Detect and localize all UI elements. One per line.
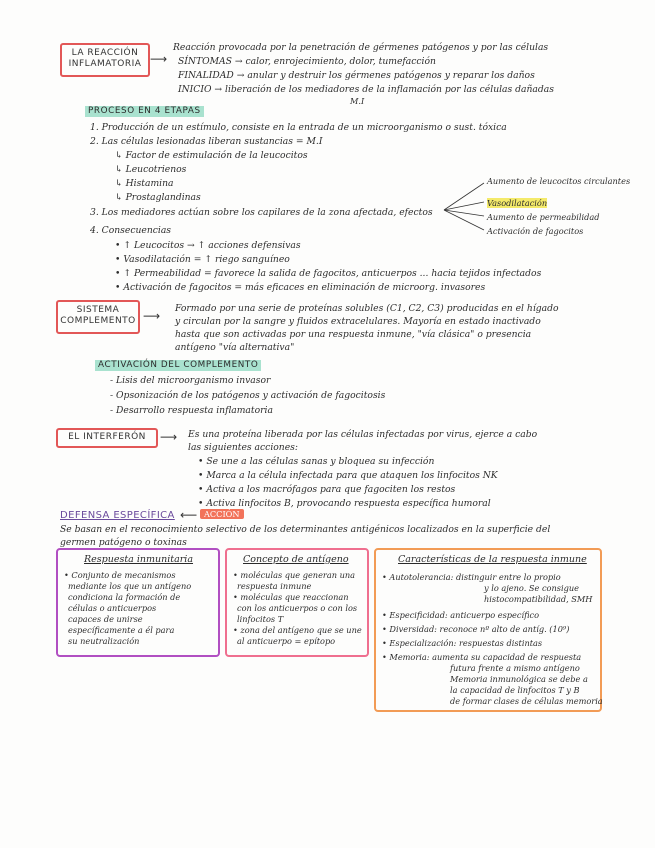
- caracteristicas-card-title: Características de la respuesta inmune: [398, 554, 587, 565]
- caracteristicas-line: • Especificidad: anticuerpo específico: [382, 610, 540, 620]
- respuesta-line: mediante los que un antígeno: [68, 581, 192, 591]
- concepto-line: • moléculas que reaccionan: [233, 592, 349, 602]
- interferon-action: • Activa linfocitos B, provocando respuesta específica humoral: [198, 498, 491, 509]
- complemento-line: y circulan por la sangre y fluidos extracelulares. Mayoría en estado inactivado: [175, 316, 541, 327]
- caracteristicas-card: [374, 548, 602, 712]
- complemento-line: hasta que son activadas por una respuesta inmune, "vía clásica" o presencia: [175, 329, 532, 340]
- respuesta-line: condiciona la formación de: [68, 592, 181, 602]
- interferon-line: Es una proteína liberada por las células infectadas por virus, ejerce a cabo: [188, 429, 538, 440]
- inflamatoria-definition: Reacción provocada por la penetración de gérmenes patógenos y por las células: [173, 42, 549, 53]
- concepto-line: • moléculas que generan una: [233, 570, 356, 580]
- concepto-card: [225, 548, 369, 657]
- inflamatoria-sintomas: SÍNTOMAS → calor, enrojecimiento, dolor, tumefacción: [178, 56, 436, 67]
- proceso-step2-item: ↳ Histamina: [115, 178, 174, 189]
- interferon-title: EL INTERFERÓN: [68, 432, 146, 442]
- sistema-complemento-title: SISTEMA COMPLEMENTO: [60, 305, 136, 326]
- interferon-action: • Marca a la célula infectada para que ataquen los linfocitos NK: [198, 470, 498, 481]
- effects-branch-lines: [440, 178, 490, 238]
- arrow-icon: ⟶: [160, 430, 178, 444]
- proceso-step2: 2. Las células lesionadas liberan sustancias = M.I: [90, 136, 323, 147]
- caracteristicas-line: Memoria inmunológica se debe a: [450, 674, 588, 684]
- sistema-complemento-box: [56, 300, 140, 334]
- activacion-item: - Desarrollo respuesta inflamatoria: [110, 405, 273, 416]
- effect-item: Activación de fagocitos: [487, 226, 584, 236]
- respuesta-line: capaces de unirse: [68, 614, 143, 624]
- consequence-item: • Vasodilatación = ↑ riego sanguíneo: [115, 254, 290, 265]
- interferon-line: las siguientes acciones:: [188, 442, 298, 453]
- consequence-item: • ↑ Leucocitos → ↑ acciones defensivas: [115, 240, 301, 251]
- activacion-heading: ACTIVACIÓN DEL COMPLEMENTO: [95, 360, 261, 371]
- caracteristicas-line: • Especialización: respuestas distintas: [382, 638, 543, 648]
- effect-item: Vasodilatación: [487, 198, 548, 208]
- effect-item: Aumento de leucocitos circulantes: [487, 176, 631, 186]
- caracteristicas-line: de formar clases de células memoria: [450, 696, 603, 706]
- reaccion-inflamatoria-title: LA REACCIÓN INFLAMATORIA: [68, 48, 142, 69]
- proceso-step4: 4. Consecuencias: [90, 225, 172, 236]
- interferon-box: [56, 428, 158, 448]
- concepto-card-title: Concepto de antígeno: [243, 554, 349, 565]
- consequence-item: • ↑ Permeabilidad = favorece la salida de fagocitos, anticuerpos ... hacia tejidos infectados: [115, 268, 542, 279]
- proceso-step2-item: ↳ Leucotrienos: [115, 164, 187, 175]
- respuesta-line: • Conjunto de mecanismos: [64, 570, 176, 580]
- caracteristicas-line: histocompatibilidad, SMH: [484, 594, 593, 604]
- complemento-line: antígeno "vía alternativa": [175, 342, 295, 353]
- arrow-icon: ⟶: [143, 309, 161, 323]
- caracteristicas-line: • Autotolerancia: distinguir entre lo propio: [382, 572, 561, 582]
- proceso-step1: 1. Producción de un estímulo, consiste en la entrada de un microorganismo o sust. tóxica: [90, 122, 507, 133]
- arrow-icon: ⟵: [180, 508, 198, 522]
- inflamatoria-finalidad: FINALIDAD → anular y destruir los gérmenes patógenos y reparar los daños: [178, 70, 535, 81]
- concepto-line: respuesta inmune: [237, 581, 312, 591]
- arrow-icon: ⟶: [150, 52, 168, 66]
- caracteristicas-line: la capacidad de linfocitos T y B: [450, 685, 580, 695]
- activacion-item: - Lisis del microorganismo invasor: [110, 375, 271, 386]
- interferon-action: • Se une a las células sanas y bloquea su infección: [198, 456, 435, 467]
- concepto-line: linfocitos T: [237, 614, 284, 624]
- respuesta-line: específicamente a él para: [68, 625, 175, 635]
- consequence-item: • Activación de fagocitos = más eficaces en eliminación de microorg. invasores: [115, 282, 486, 293]
- defensa-badge: ACCIÓN: [200, 509, 244, 519]
- respuesta-card: [56, 548, 220, 657]
- concepto-line: • zona del antígeno que se une: [233, 625, 362, 635]
- defensa-intro: germen patógeno o toxinas: [60, 537, 187, 548]
- caracteristicas-line: • Memoria: aumenta su capacidad de respuesta: [382, 652, 582, 662]
- respuesta-line: células o anticuerpos: [68, 603, 157, 613]
- proceso-step3: 3. Los mediadores actúan sobre los capilares de la zona afectada, efectos: [90, 207, 433, 218]
- concepto-line: al anticuerpo = epítopo: [237, 636, 336, 646]
- defensa-especifica-title: DEFENSA ESPECÍFICA: [60, 510, 175, 521]
- activacion-item: - Opsonización de los patógenos y activación de fagocitosis: [110, 390, 386, 401]
- proceso-step2-item: ↳ Factor de estimulación de la leucocitos: [115, 150, 308, 161]
- caracteristicas-line: y lo ajeno. Se consigue: [484, 583, 579, 593]
- respuesta-line: su neutralización: [68, 636, 140, 646]
- proceso-heading: PROCESO EN 4 ETAPAS: [85, 106, 204, 117]
- defensa-intro: Se basan en el reconocimiento selectivo de los determinantes antigénicos localizados en la superficie del: [60, 524, 551, 535]
- complemento-line: Formado por una serie de proteínas solubles (C1, C2, C3) producidas en el hígado: [175, 303, 559, 314]
- respuesta-card-title: Respuesta inmunitaria: [84, 554, 194, 565]
- reaccion-inflamatoria-box: [60, 43, 150, 77]
- effect-item: Aumento de permeabilidad: [487, 212, 600, 222]
- inflamatoria-inicio: INICIO → liberación de los mediadores de la inflamación por las células dañadas: [178, 84, 554, 95]
- proceso-step2-item: ↳ Prostaglandinas: [115, 192, 201, 203]
- inflamatoria-inicio-note: M.I: [350, 96, 365, 106]
- concepto-line: con los anticuerpos o con los: [237, 603, 358, 613]
- interferon-action: • Activa a los macrófagos para que fagociten los restos: [198, 484, 456, 495]
- caracteristicas-line: • Diversidad: reconoce nº alto de antíg. (10⁹): [382, 624, 570, 634]
- caracteristicas-line: futura frente a mismo antígeno: [450, 663, 580, 673]
